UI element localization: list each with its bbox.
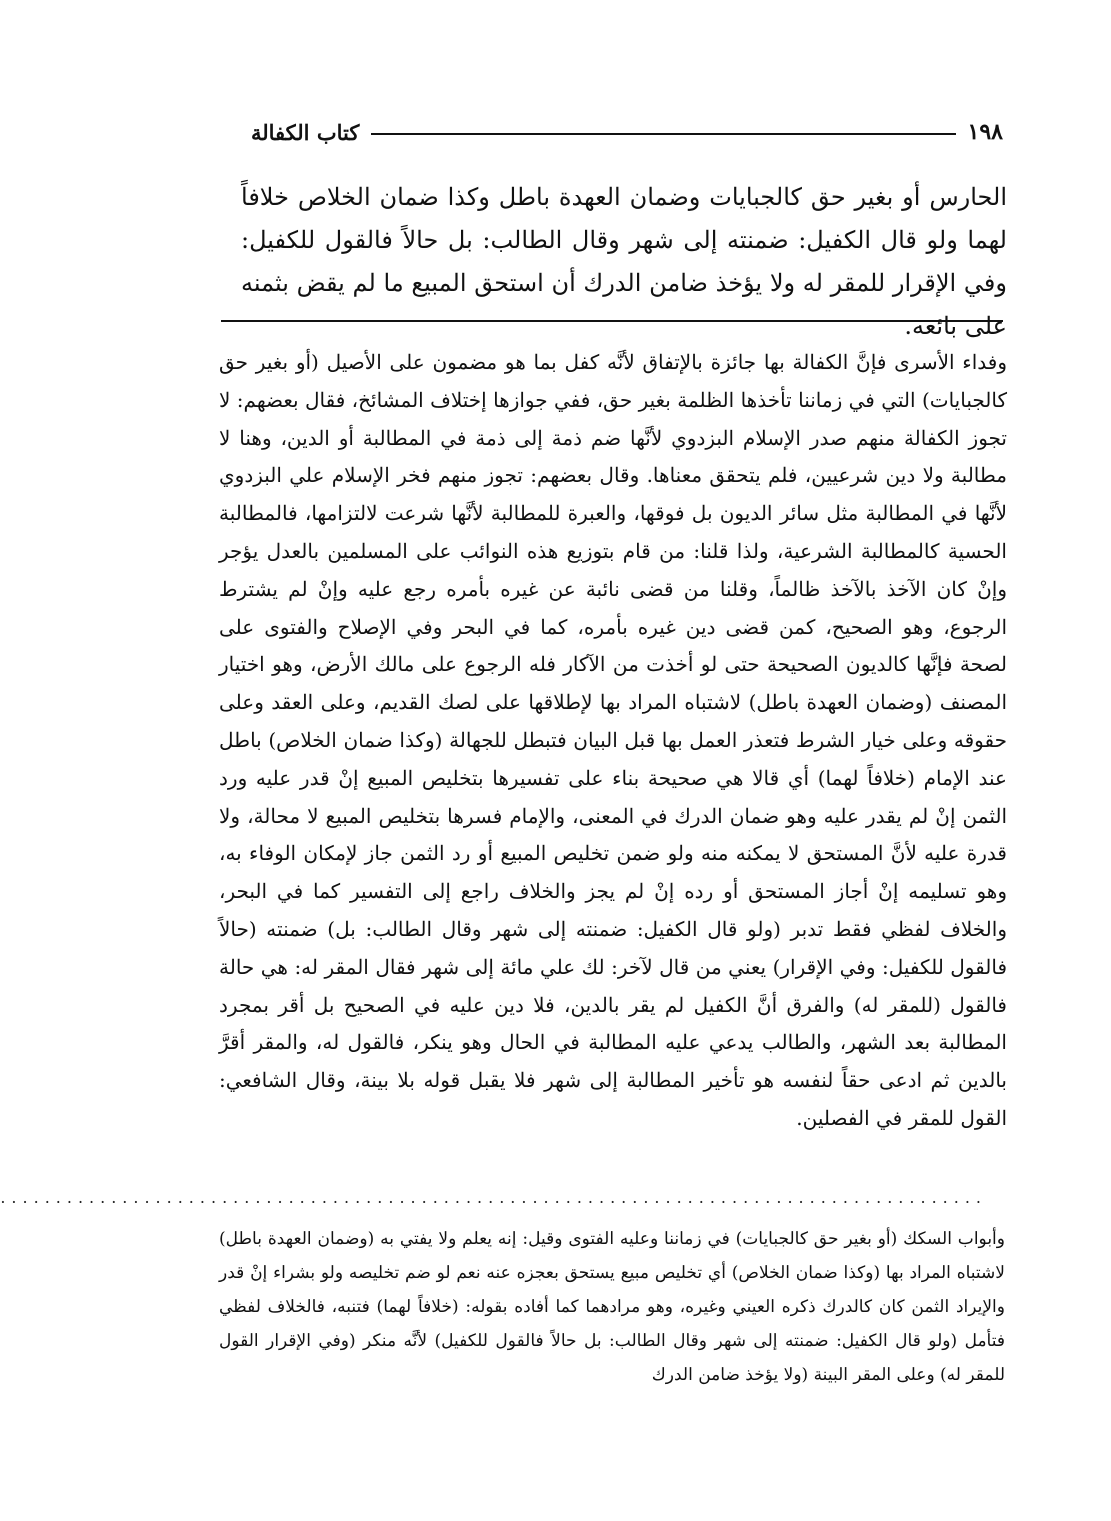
main-text-divider bbox=[221, 320, 1003, 322]
running-title: كتاب الكفالة bbox=[251, 119, 360, 145]
footnote-paragraph: وأبواب السكك (أو بغير حق كالجبايات) في زماننا وعليه الفتوى وقيل: إنه يعلم ولا يفتي به (وضمان العهدة باطل) لاشتباه المراد بها (وكذا ضمان الخلاص) أي تخليص مبيع يستحق بعجزه عنه نعم لو ضم تخليصه ولو بشراء إنْ قدر والإيراد الثمن كان كالدرك ذكره العيني وغيره، وهو مرادهما كما أفاده بقوله: (خلافاً لهما) فتنبه، فالخلاف لفظي فتأمل (ولو قال الكفيل: ضمنته إلى شهر وقال الطالب: بل حالاً فالقول للكفيل) لأنَّه منكر (وفي الإقرار القول للمقر له) وعلى المقر البينة (ولا يؤخذ ضامن الدرك bbox=[219, 1229, 1005, 1385]
commentary bbox=[219, 344, 1007, 1138]
header-rule bbox=[371, 133, 955, 135]
main-text bbox=[241, 176, 1007, 348]
page-header bbox=[251, 112, 1003, 152]
commentary-paragraph: وفداء الأسرى فإنَّ الكفالة بها جائزة بالإتفاق لأنَّه كفل بما هو مضمون على الأصيل (أو بغير حق كالجبايات) التي في زماننا تأخذها الظلمة بغير حق، ففي جوازها إختلاف المشائخ، فقال بعضهم: لا تجوز الكفالة منهم صدر الإسلام البزدوي لأنَّها ضم ذمة إلى ذمة في المطالبة أو الدين، وهنا لا مطالبة ولا دين شرعيين، فلم يتحقق معناها. وقال بعضهم: تجوز منهم فخر الإسلام علي البزدوي لأنَّها في المطالبة مثل سائر الديون بل فوقها، والعبرة للمطالبة لأنَّها شرعت لالتزامها، فالمطالبة الحسية كالمطالبة الشرعية، ولذا قلنا: من قام بتوزيع هذه النوائب على المسلمين بالعدل يؤجر وإنْ كان الآخذ بالآخذ ظالماً، وقلنا من قضى نائبة عن غيره بأمره رجع عليه وإنْ لم يشترط الرجوع، وهو الصحيح، كمن قضى دين غيره بأمره، كما في البحر وفي الإصلاح والفتوى على لصحة فإنَّها كالديون الصحيحة حتى لو أخذت من الآكار فله الرجوع على مالك الأرض، وهو اختيار المصنف (وضمان العهدة باطل) لاشتباه المراد بها لإطلاقها على لصك القديم، وعلى العقد وعلى حقوقه وعلى خيار الشرط فتعذر العمل بها قبل البيان فتبطل للجهالة (وكذا ضمان الخلاص) باطل عند الإمام (خلافاً لهما) أي قالا هي صحيحة بناء على تفسيرها بتخليص المبيع إنْ قدر عليه ورد الثمن إنْ لم يقدر عليه وهو ضمان الدرك في المعنى، والإمام فسرها بتخليص المبيع لا محالة، ولا قدرة عليه لأنَّ المستحق لا يمكنه منه ولو ضمن تخليص المبيع أو رد الثمن جاز لإمكان الوفاء به، وهو تسليمه إنْ أجاز المستحق أو رده إنْ لم يجز والخلاف راجع إلى التفسير كما في البحر، والخلاف لفظي فقط تدبر (ولو قال الكفيل: ضمنته إلى شهر وقال الطالب: بل) ضمنته (حالاً فالقول للكفيل: وفي الإقرار) يعني من قال لآخر: لك علي مائة إلى شهر فقال المقر له: هي حالة فالقول (للمقر له) والفرق أنَّ الكفيل لم يقر بالدين، فلا دين عليه في الصحيح بل أقر بمجرد المطالبة بعد الشهر، والطالب يدعي عليه المطالبة في الحال وهو ينكر، فالقول له، والمقر أقرَّ بالدين ثم ادعى حقاً لنفسه هو تأخير المطالبة إلى شهر فلا يقبل قوله بلا بينة، وقال الشافعي: القول للمقر في الفصلين. bbox=[219, 350, 1007, 1130]
footnote-commentary bbox=[219, 1222, 1005, 1392]
page-number: ١٩٨ bbox=[967, 119, 1003, 145]
dotted-separator: ......................................................................................... bbox=[0, 1188, 987, 1207]
main-text-paragraph: الحارس أو بغير حق كالجبايات وضمان العهدة باطل وكذا ضمان الخلاص خلافاً لهما ولو قال الكفيل: ضمنته إلى شهر وقال الطالب: بل حالاً فالقول للكفيل: وفي الإقرار للمقر له ولا يؤخذ ضامن الدرك أن استحق المبيع ما لم يقض بثمنه على بائعه. bbox=[241, 183, 1007, 340]
